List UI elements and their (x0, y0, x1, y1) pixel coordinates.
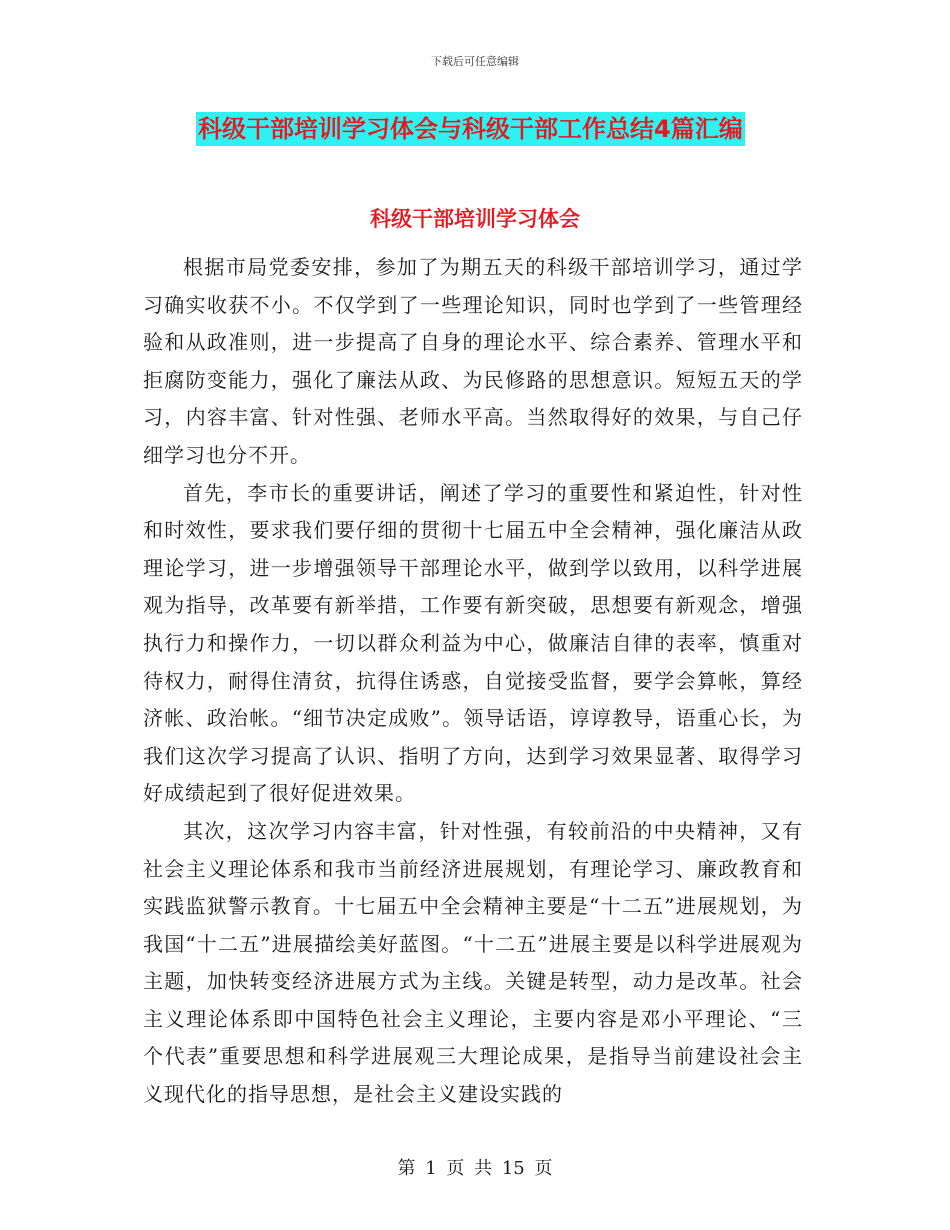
section-title: 科级干部培训学习体会 (370, 207, 580, 231)
document-title: 科级干部培训学习体会与科级干部工作总结4篇汇编 (196, 112, 745, 146)
header-note: 下载后可任意编辑 (431, 55, 519, 68)
paragraph-2: 首先，李市长的重要讲话，阐述了学习的重要性和紧迫性，针对性和时效性，要求我们要仔细的贯彻十七届五中全会精神，强化廉洁从政理论学习，进一步增强领导干部理论水平，做到学以致用，以科学进展观为指导，改革要有新举措，工作要有新突破，思想要有新观念，增强执行力和操作力，一切以群众利益为中心，做廉洁自律的表率，慎重对待权力，耐得住清贫，抗得住诱惑，自觉接受监督，要学会算帐，算经济帐、政治帐。“细节决定成败”。领导话语，谆谆教导，语重心长，为我们这次学习提高了认识、指明了方向，达到学习效果显著、取得学习好成绩起到了很好促进效果。 (143, 480, 803, 806)
document-body (143, 216, 803, 1114)
page-footer: 第 1 页 共 15 页 (397, 1158, 553, 1179)
paragraph-1: 根据市局党委安排，参加了为期五天的科级干部培训学习，通过学习确实收获不小。不仅学到了一些理论知识，同时也学到了一些管理经验和从政准则，进一步提高了自身的理论水平、综合素养、管理水平和拒腐防变能力，强化了廉法从政、为民修路的思想意识。短短五天的学习，内容丰富、针对性强、老师水平高。当然取得好的效果，与自己仔细学习也分不开。 (143, 255, 803, 467)
paragraph-3: 其次，这次学习内容丰富，针对性强，有较前沿的中央精神，又有社会主义理论体系和我市当前经济进展规划，有理论学习、廉政教育和实践监狱警示教育。十七届五中全会精神主要是“十二五”进展规划，为我国“十二五”进展描绘美好蓝图。“十二五”进展主要是以科学进展观为主题，加快转变经济进展方式为主线。关键是转型，动力是改革。社会主义理论体系即中国特色社会主义理论，主要内容是邓小平理论、“三个代表”重要思想和科学进展观三大理论成果，是指导当前建设社会主义现代化的指导思想，是社会主义建设实践的 (143, 818, 803, 1107)
